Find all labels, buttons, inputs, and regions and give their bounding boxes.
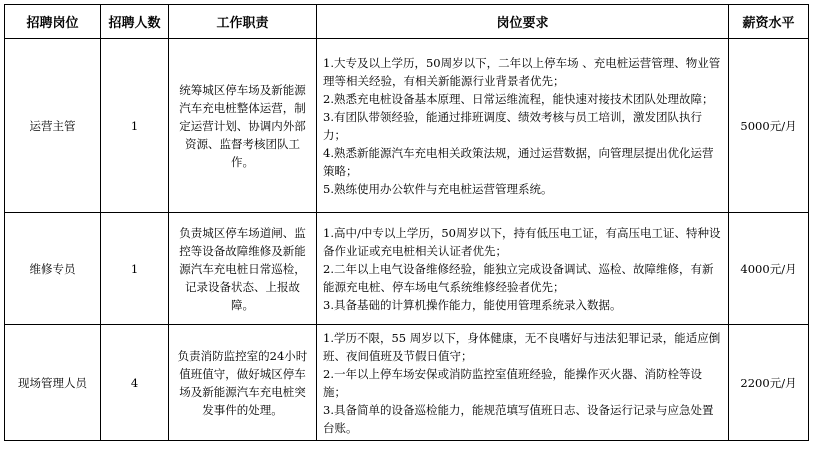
requirement-item: 3.具备基础的计算机操作能力，能使用管理系统录入数据。 [323,297,622,312]
requirement-item: 1.学历不限，55 周岁以下，身体健康，无不良嗜好与违法犯罪记录，能适应倒班、夜间值班及节假日值守； [323,330,721,363]
header-position: 招聘岗位 [5,5,101,39]
requirement-item: 4.熟悉新能源汽车充电相关政策法规，通过运营数据，向管理层提出优化运营策略； [323,145,714,178]
requirement-item: 1.高中/中专以上学历，50周岁以下，持有低压电工证，有高压电工证、特种设备作业证或充电桩相关认证者优先； [323,225,721,258]
requirements-cell [317,213,729,325]
count-cell: 1 [101,213,169,325]
salary-cell: 5000元/月 [729,39,809,213]
count-cell: 1 [101,39,169,213]
salary-cell: 4000元/月 [729,213,809,325]
requirements-cell [317,325,729,441]
requirement-item: 5.熟练使用办公软件与充电桩运营管理系统。 [323,181,553,196]
requirement-item: 1.大专及以上学历，50周岁以下，二年以上停车场 、充电桩运营管理、物业管理等相关经验，有相关新能源行业背景者优先； [323,55,721,88]
table-row [5,213,809,325]
position-cell: 维修专员 [5,213,101,325]
requirement-item: 3.具备简单的设备巡检能力，能规范填写值班日志、设备运行记录与应急处置台账。 [323,402,714,435]
position-cell: 现场管理人员 [5,325,101,441]
table-header-row [5,5,809,39]
duty-cell: 负责消防监控室的24小时值班值守，做好城区停车场及新能源汽车充电桩突发事件的处理。 [169,325,317,441]
duty-cell: 负责城区停车场道闸、监控等设备故障维修及新能源汽车充电桩日常巡检，记录设备状态、上报故障。 [169,213,317,325]
header-salary: 薪资水平 [729,5,809,39]
requirement-item: 2.熟悉充电桩设备基本原理、日常运维流程，能快速对接技术团队处理故障； [323,91,714,106]
duty-cell: 统筹城区停车场及新能源汽车充电桩整体运营，制定运营计划、协调内外部资源、监督考核团队工作。 [169,39,317,213]
header-requirements: 岗位要求 [317,5,729,39]
position-cell: 运营主管 [5,39,101,213]
table-row [5,39,809,213]
count-cell: 4 [101,325,169,441]
salary-cell: 2200元/月 [729,325,809,441]
recruitment-table [4,4,809,441]
requirements-cell [317,39,729,213]
header-duty: 工作职责 [169,5,317,39]
header-count: 招聘人数 [101,5,169,39]
requirement-item: 2.二年以上电气设备维修经验，能独立完成设备调试、巡检、故障维修，有新能源充电桩、停车场电气系统维修经验者优先； [323,261,714,294]
table-row [5,325,809,441]
requirement-item: 2.一年以上停车场安保或消防监控室值班经验，能操作灭火器、消防栓等设施； [323,366,702,399]
requirement-item: 3.有团队带领经验，能通过排班调度、绩效考核与员工培训，激发团队执行力； [323,109,702,142]
